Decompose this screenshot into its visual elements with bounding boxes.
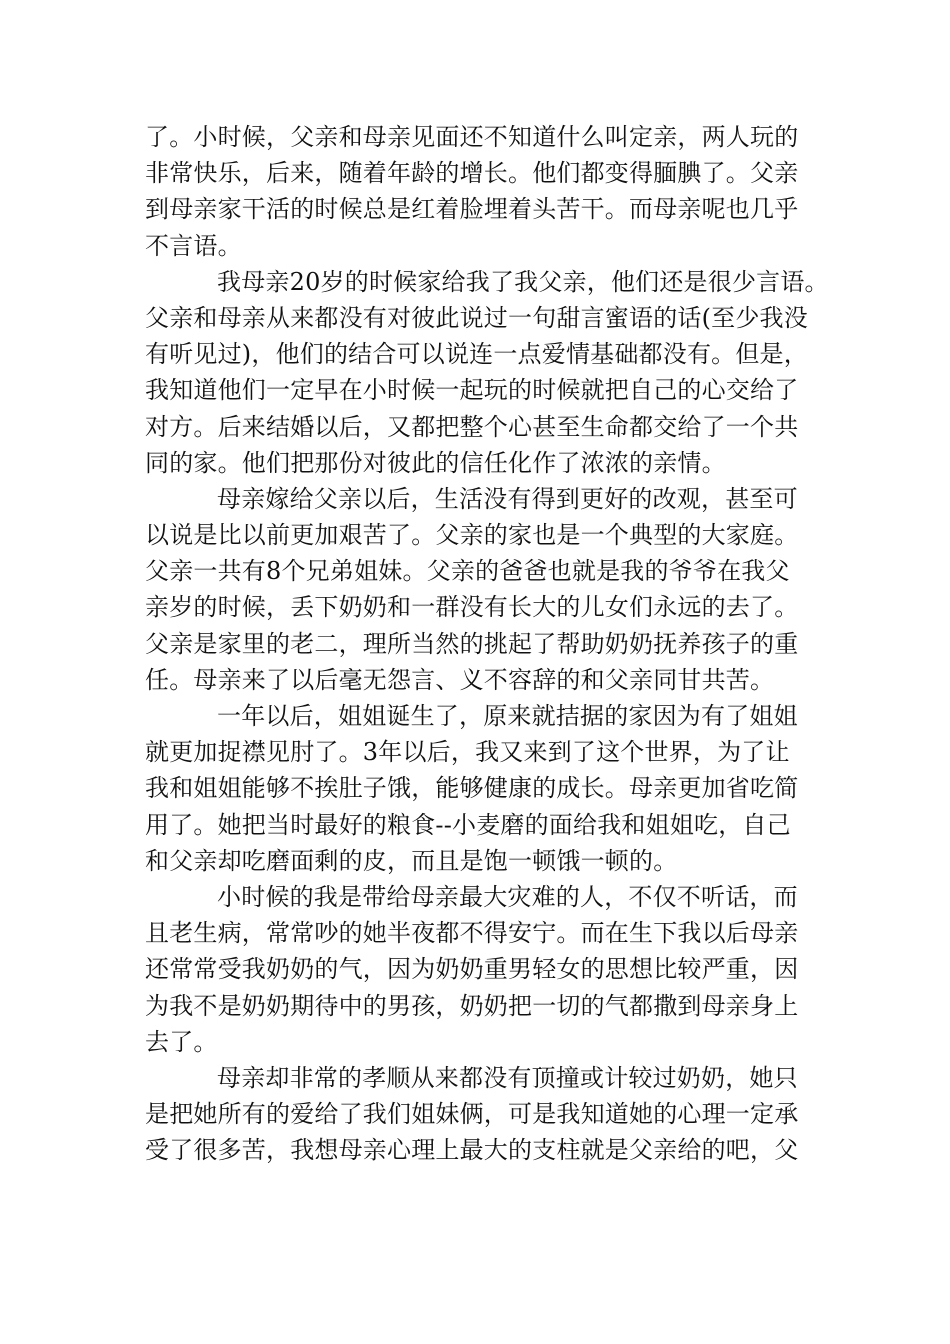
text-line: 去了。 [145,1027,218,1056]
text-line: 受了很多苦，我想母亲心理上最大的支柱就是父亲给的吧，父 [145,1136,799,1165]
paragraph-3 [145,481,825,698]
text-line: 任。母亲来了以后毫无怨言、义不容辞的和父亲同甘共苦。 [145,665,775,694]
text-line: 还常常受我奶奶的气，因为奶奶重男轻女的思想比较严重，因 [145,955,799,984]
text-line: 父亲是家里的老二，理所当然的挑起了帮助奶奶抚养孩子的重 [145,629,799,658]
text-line: 我母亲20岁的时候家给我了我父亲，他们还是很少言语。 [217,267,829,296]
text-line: 就更加捉襟见肘了。3年以后，我又来到了这个世界，为了让 [145,738,790,767]
text-line: 父亲和母亲从来都没有对彼此说过一句甜言蜜语的话(至少我没 [145,303,808,332]
paragraph-5 [145,879,825,1060]
paragraph-2 [145,264,829,481]
text-line: 母亲却非常的孝顺从来都没有顶撞或计较过奶奶，她只 [217,1063,798,1092]
text-line: 我知道他们一定早在小时候一起玩的时候就把自己的心交给了 [145,376,799,405]
text-line: 父亲一共有8个兄弟姐妹。父亲的爸爸也就是我的爷爷在我父 [145,557,790,586]
text-line: 为我不是奶奶期待中的男孩，奶奶把一切的气都撒到母亲身上 [145,991,799,1020]
paragraph-6 [145,1060,825,1169]
text-line: 是把她所有的爱给了我们姐妹俩，可是我知道她的心理一定承 [145,1100,799,1129]
text-line: 不言语。 [145,231,242,260]
text-line: 到母亲家干活的时候总是红着脸埋着头苦干。而母亲呢也几乎 [145,195,799,224]
text-line: 用了。她把当时最好的粮食--小麦磨的面给我和姐姐吃，自己 [145,810,791,839]
text-line: 亲岁的时候，丢下奶奶和一群没有长大的儿女们永远的去了。 [145,593,799,622]
text-line: 有听见过)，他们的结合可以说连一点爱情基础都没有。但是， [145,340,808,369]
text-line: 了。小时候，父亲和母亲见面还不知道什么叫定亲，两人玩的 [145,123,799,151]
text-line: 小时候的我是带给母亲最大灾难的人，不仅不听话，而 [217,882,798,911]
document-body [145,119,829,1168]
paragraph-1 [145,119,825,264]
text-line: 非常快乐，后来，随着年龄的增长。他们都变得腼腆了。父亲 [145,159,799,188]
text-line: 同的家。他们把那份对彼此的信任化作了浓浓的亲情。 [145,448,726,477]
text-line: 母亲嫁给父亲以后，生活没有得到更好的改观，甚至可 [217,484,798,513]
paragraph-4 [145,698,825,879]
text-line: 我和姐姐能够不挨肚子饿，能够健康的成长。母亲更加省吃简 [145,774,799,803]
text-line: 对方。后来结婚以后，又都把整个心甚至生命都交给了一个共 [145,412,799,441]
text-line: 以说是比以前更加艰苦了。父亲的家也是一个典型的大家庭。 [145,521,799,550]
text-line: 且老生病，常常吵的她半夜都不得安宁。而在生下我以后母亲 [145,919,799,948]
text-line: 一年以后，姐姐诞生了，原来就拮据的家因为有了姐姐 [217,702,798,730]
text-line: 和父亲却吃磨面剩的皮，而且是饱一顿饿一顿的。 [145,846,678,875]
